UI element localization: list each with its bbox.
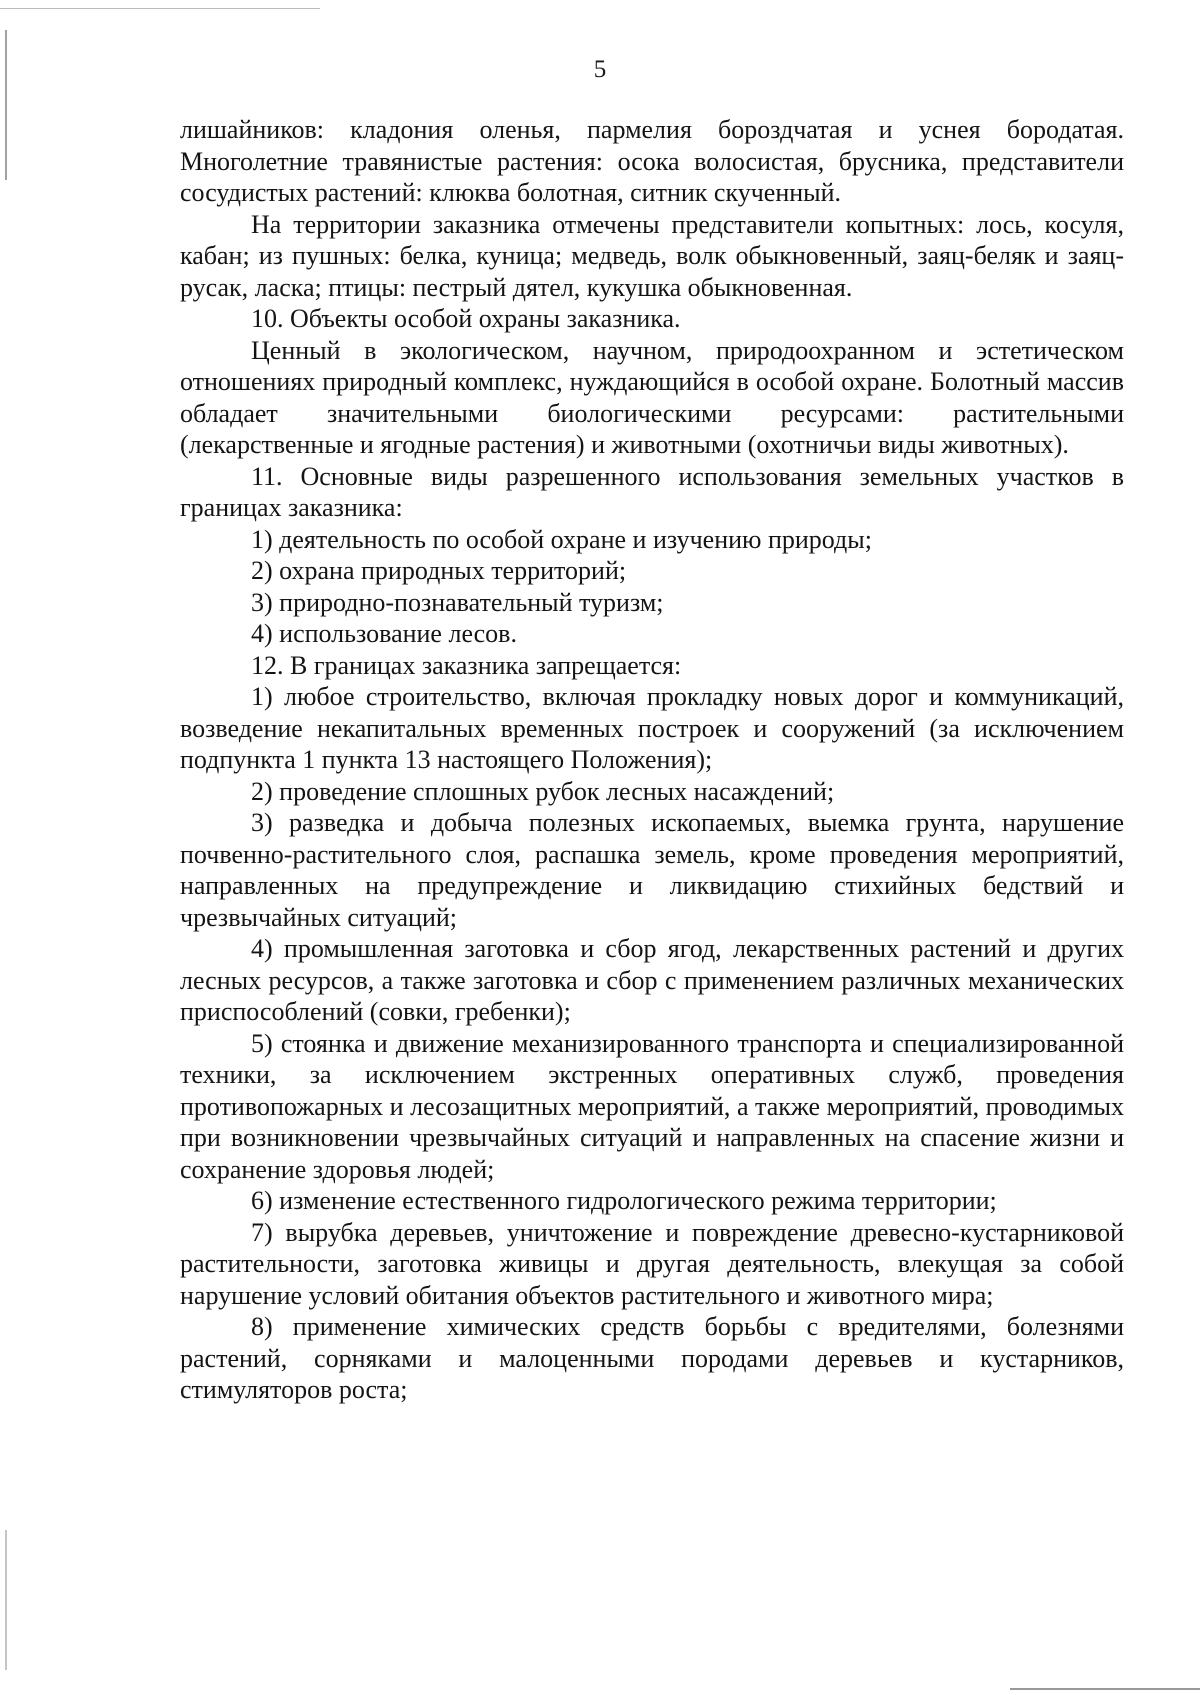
paragraph-lichens: лишайников: кладония оленья, пармелия бороздчатая и уснея бородатая. Многолетние травянистые растения: осока волосистая, брусника, представители сосудистых растений: клюква болотная, ситник скученный.	[180, 115, 1124, 207]
list-item: 8) применение химических средств борьбы с вредителями, болезнями растений, сорняками и малоценными породами деревьев и кустарников, стимуляторов роста;	[180, 1312, 1124, 1404]
list-item: 5) стоянка и движение механизированного транспорта и специализированной техники, за исключением экстренных оперативных служб, проведения противопожарных и лесозащитных мероприятий, а также мероприятий, проводимых при возникновении чрезвычайных ситуаций и направленных на спасение жизни и сохранение здоровья людей;	[180, 1028, 1124, 1184]
list-item: 2) охрана природных территорий;	[251, 556, 627, 585]
list-item: 3) разведка и добыча полезных ископаемых, выемка грунта, нарушение почвенно-растительного слоя, распашка земель, кроме проведения мероприятий, направленных на предупреждение и ликвидацию стихийных бедствий и чрезвычайных ситуаций;	[180, 808, 1124, 932]
list-item: 6) изменение естественного гидрологического режима территории;	[251, 1186, 997, 1215]
section-10-heading: 10. Объекты особой охраны заказника.	[251, 304, 681, 333]
list-item: 1) любое строительство, включая прокладку новых дорог и коммуникаций, возведение некапитальных временных построек и сооружений (за исключением подпункта 1 пункта 13 настоящего Положения);	[180, 682, 1124, 774]
list-item: 4) использование лесов.	[251, 619, 517, 648]
list-item: 3) природно-познавательный туризм;	[251, 587, 664, 617]
scan-edge-mark	[5, 30, 7, 180]
list-item: 7) вырубка деревьев, уничтожение и повреждение древесно-кустарниковой растительности, заготовка живицы и другая деятельность, влекущая за собой нарушение условий обитания объектов растительного и животного мира;	[180, 1217, 1124, 1310]
page-number: 5	[593, 56, 607, 83]
paragraph-protected-objects: Ценный в экологическом, научном, природоохранном и эстетическом отношениях природный комплекс, нуждающийся в особой охране. Болотный массив обладает значительными биологическими ресурсами: растительными (лекарственные и ягодные растения) и животными (охотничьи виды животных).	[180, 335, 1124, 459]
section-12-heading: 12. В границах заказника запрещается:	[251, 650, 682, 680]
section-11-heading: 11. Основные виды разрешенного использования земельных участков в границах заказника:	[180, 461, 1124, 522]
document-body	[180, 114, 1124, 1406]
scan-edge-mark	[0, 8, 320, 9]
list-item: 4) промышленная заготовка и сбор ягод, лекарственных растений и других лесных ресурсов, а также заготовка и сбор с применением различных механических приспособлений (совки, гребенки);	[180, 934, 1124, 1026]
paragraph-fauna: На территории заказника отмечены представители копытных: лось, косуля, кабан; из пушных: белка, куница; медведь, волк обыкновенный, заяц-беляк и заяц-русак, ласка; птицы: пестрый дятел, кукушка обыкновенная.	[180, 209, 1124, 302]
scan-edge-mark	[1010, 1688, 1200, 1690]
list-item: 2) проведение сплошных рубок лесных насаждений;	[251, 776, 835, 806]
scan-edge-mark	[5, 1530, 7, 1670]
list-item: 1) деятельность по особой охране и изучению природы;	[251, 524, 872, 554]
